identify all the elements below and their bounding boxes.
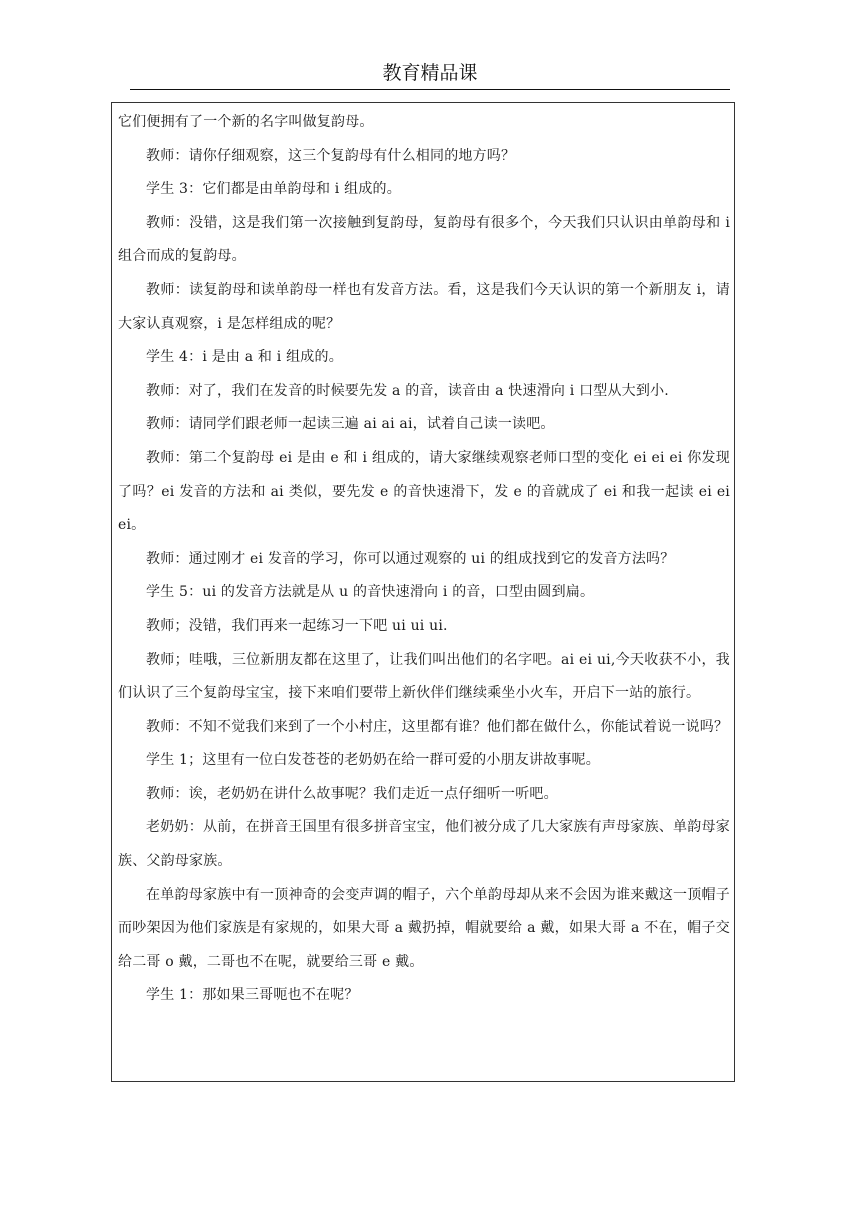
header-divider xyxy=(130,89,730,90)
lesson-transcript xyxy=(118,106,730,1013)
paragraph-teacher-summary: 教师；哇哦，三位新朋友都在这里了，让我们叫出他们的名字吧。ai ei ui,今天收获不小，我们认识了三个复韵母宝宝，接下来咱们要带上新伙伴们继续乘坐小火车，开启下一站的旅行。 xyxy=(118,651,730,702)
paragraph-teacher-ai-sound: 教师：对了，我们在发音的时候要先发 a 的音，读音由 a 快速滑向 i 口型从大到小. xyxy=(146,382,669,399)
paragraph-grandma-story: 老奶奶：从前，在拼音王国里有很多拼音宝宝，他们被分成了几大家族有声母家族、单韵母家族、父韵母家族。 xyxy=(118,819,730,870)
paragraph-student-3: 学生 3：它们都是由单韵母和 i 组成的。 xyxy=(146,181,401,198)
paragraph-story-hat: 在单韵母家族中有一顶神奇的会变声调的帽子，六个单韵母却从来不会因为谁来戴这一顶帽子而吵架因为他们家族是有家规的，如果大哥 a 戴扔掉，帽就要给 a 戴，如果大哥 a 不在，帽子交给二哥 o 戴，二哥也不在呢，就要给三哥 e 戴。 xyxy=(118,886,730,970)
paragraph-teacher-ei: 教师：第二个复韵母 ei 是由 e 和 i 组成的，请大家继续观察老师口型的变化 ei ei ei 你发现了吗？ei 发音的方法和 ai 类似，要先发 e 的音快速滑下，发 e 的音就成了 ei 和我一起读 ei ei ei。 xyxy=(118,449,730,534)
paragraph-student-4: 学生 4：i 是由 a 和 i 组成的。 xyxy=(146,349,343,366)
paragraph-intro-continuation: 它们便拥有了一个新的名字叫做复韵母。 xyxy=(118,114,374,130)
paragraph-student-1-grandma: 学生 1；这里有一位白发苍苍的老奶奶在给一群可爱的小朋友讲故事呢。 xyxy=(146,752,600,769)
paragraph-teacher-practice-ui: 教师；没错，我们再来一起练习一下吧 ui ui ui. xyxy=(146,617,448,634)
paragraph-teacher-compound-finals: 教师：没错，这是我们第一次接触到复韵母，复韵母有很多个，今天我们只认识由单韵母和 i 组合而成的复韵母。 xyxy=(118,214,730,265)
paragraph-teacher-story: 教师：诶，老奶奶在讲什么故事呢？我们走近一点仔细听一听吧。 xyxy=(146,785,558,802)
paragraph-teacher-read-ai: 教师：请同学们跟老师一起读三遍 ai ai ai，试着自己读一读吧。 xyxy=(146,416,555,433)
paragraph-teacher-question: 教师：请你仔细观察，这三个复韵母有什么相同的地方吗？ xyxy=(146,147,516,164)
page-header-title: 教育精品课 xyxy=(382,62,478,84)
paragraph-teacher-pronunciation: 教师：读复韵母和读单韵母一样也有发音方法。看，这是我们今天认识的第一个新朋友 i，请大家认真观察，i 是怎样组成的呢？ xyxy=(118,281,730,332)
paragraph-student-1-question: 学生 1：那如果三哥呃也不在呢？ xyxy=(146,987,359,1004)
paragraph-student-5: 学生 5：ui 的发音方法就是从 u 的音快速滑向 i 的音，口型由圆到扁。 xyxy=(146,584,595,601)
paragraph-teacher-village: 教师：不知不觉我们来到了一个小村庄，这里都有谁？他们都在做什么，你能试着说一说吗？ xyxy=(146,718,729,735)
paragraph-teacher-ui-question: 教师：通过刚才 ei 发音的学习，你可以通过观察的 ui 的组成找到它的发音方法吗？ xyxy=(146,550,675,567)
